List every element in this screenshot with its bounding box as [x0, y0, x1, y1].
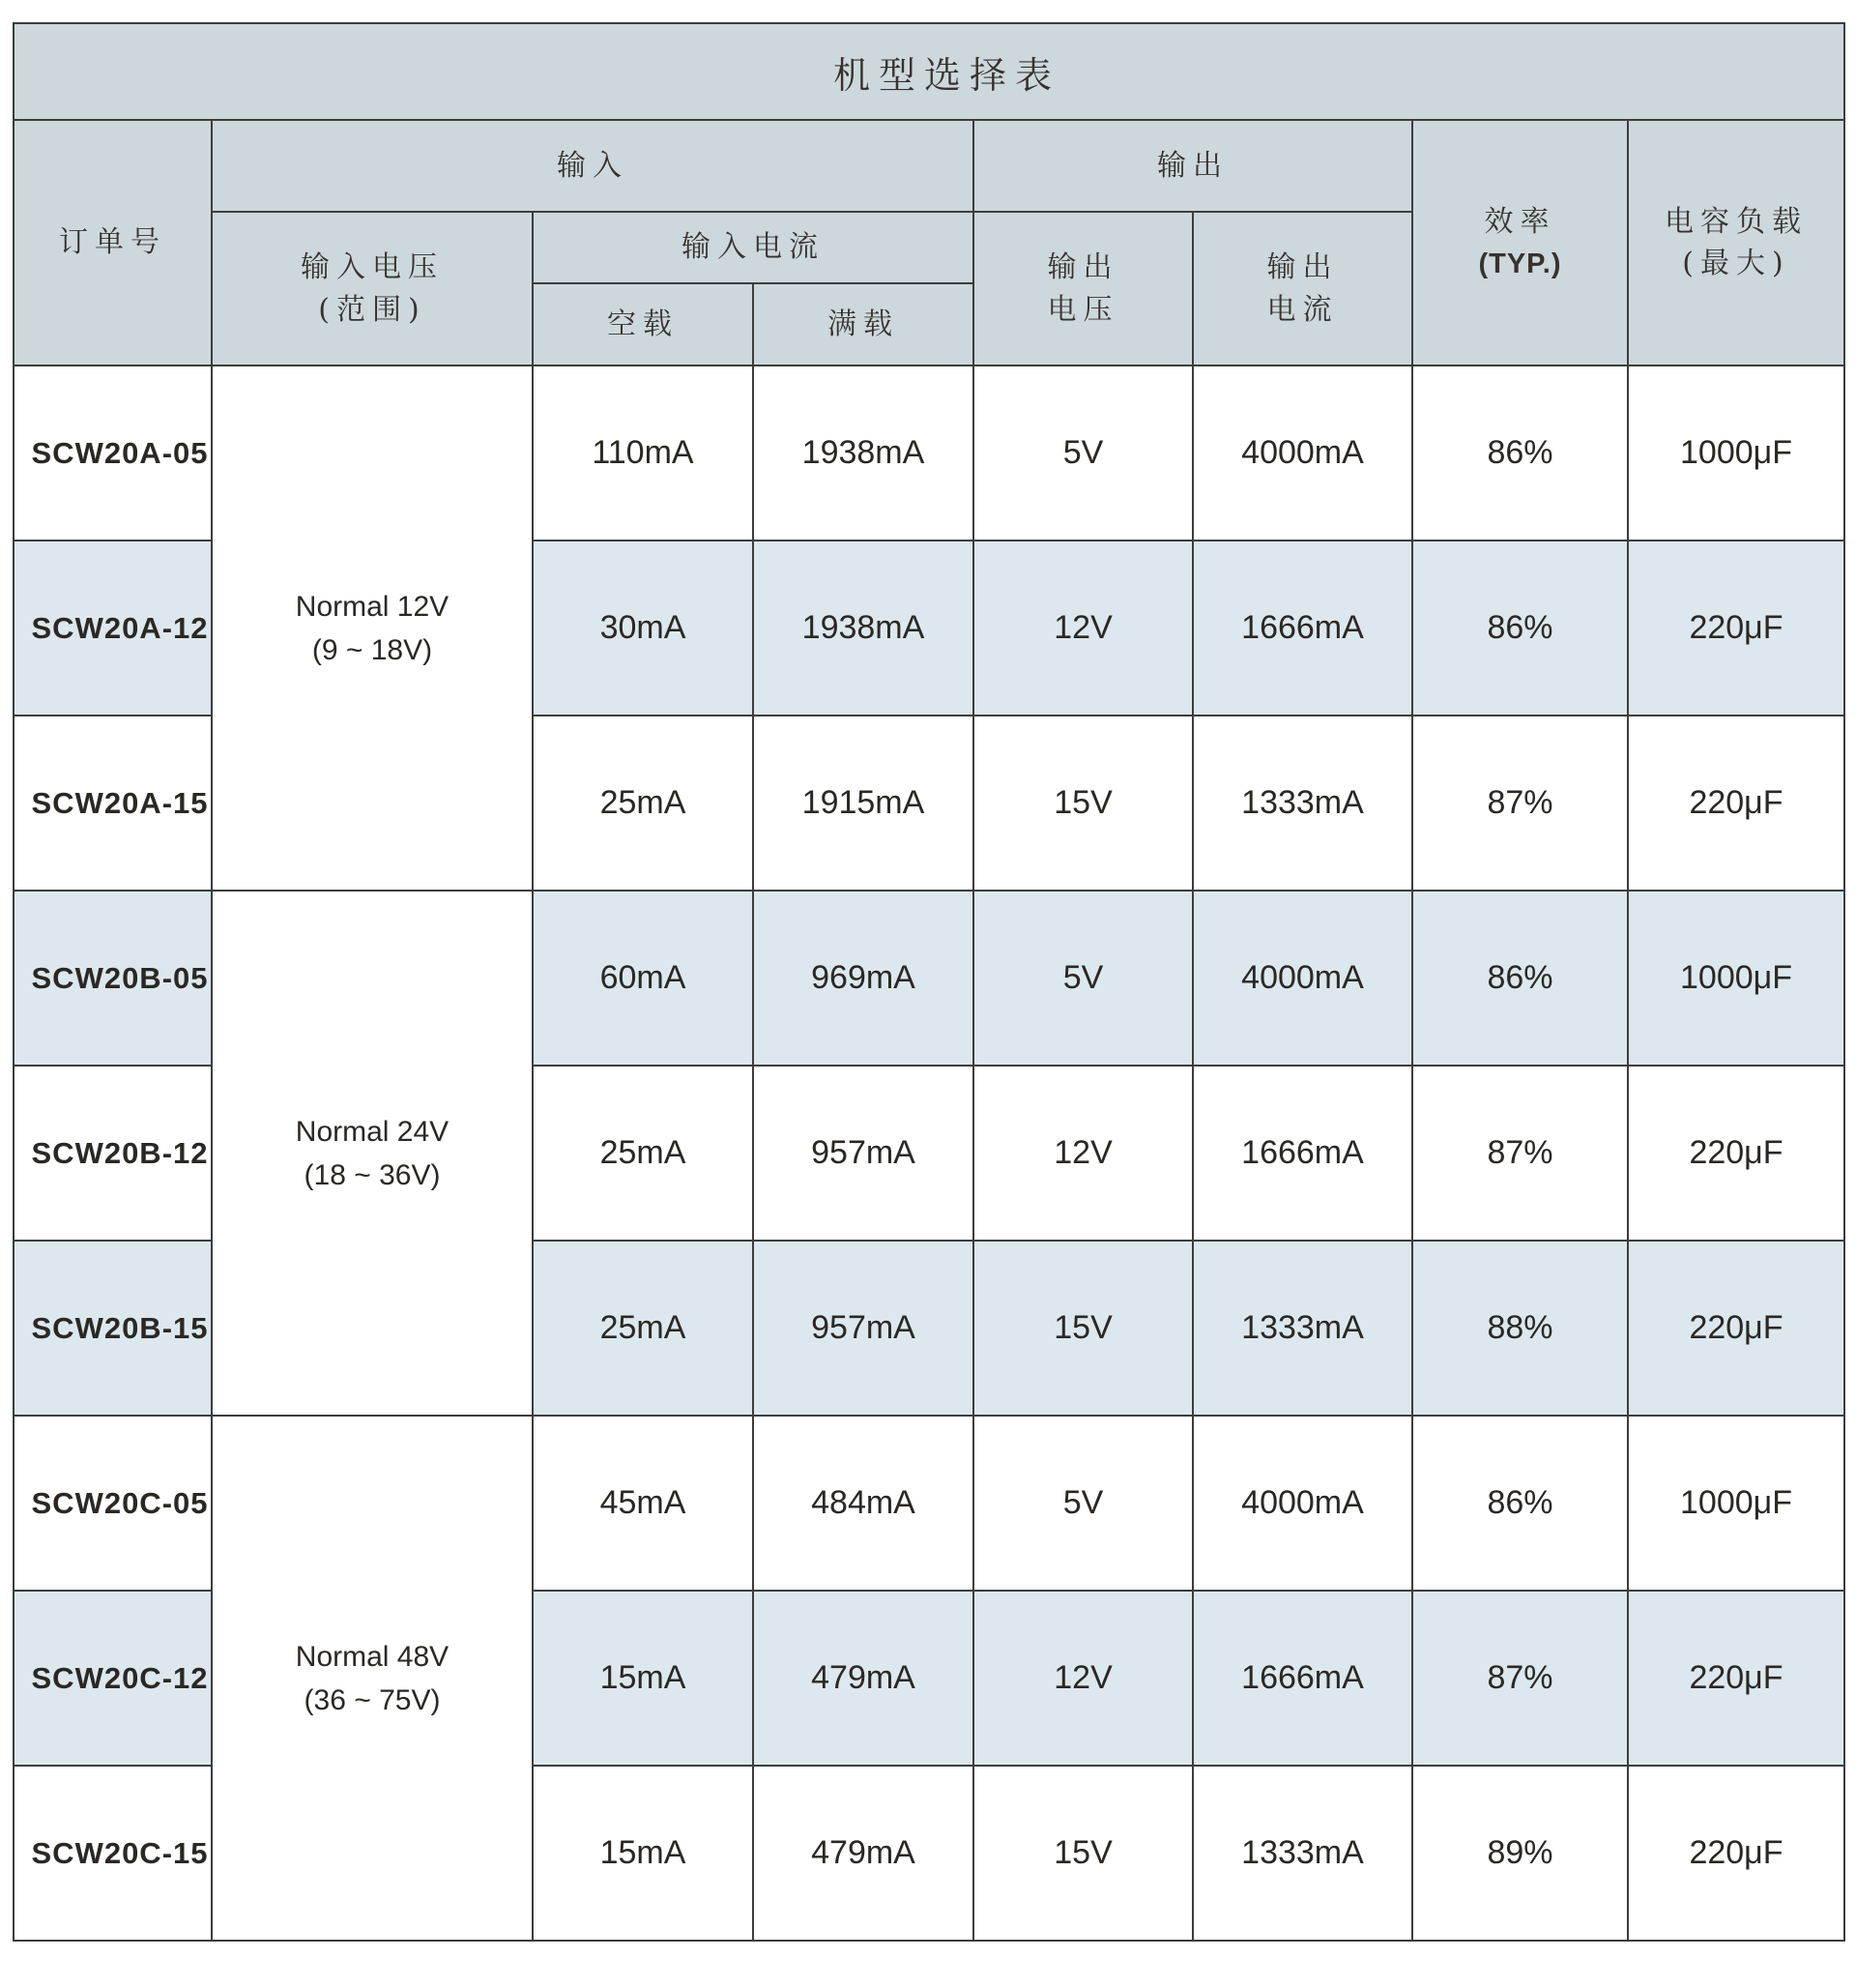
full-load-cell: 484mA — [753, 1416, 973, 1591]
header-input-voltage-label: 输入电压 — [301, 250, 444, 284]
no-load-cell: 60mA — [533, 891, 753, 1066]
efficiency-cell: 87% — [1412, 1591, 1628, 1766]
full-load-cell: 969mA — [753, 891, 973, 1066]
full-load-cell: 479mA — [753, 1591, 973, 1766]
cap-load-cell: 220μF — [1628, 1591, 1844, 1766]
cap-load-cell: 220μF — [1628, 716, 1844, 891]
header-input-current: 输入电流 — [533, 212, 973, 283]
header-no-load: 空载 — [533, 283, 753, 365]
group-voltage-range: (9 ~ 18V) — [311, 633, 433, 666]
header-full-load: 满载 — [753, 283, 973, 365]
header-output-current-l1: 输出 — [1266, 250, 1339, 284]
full-load-cell: 479mA — [753, 1766, 973, 1941]
model-cell: SCW20A-05 — [14, 365, 212, 541]
output-voltage-cell: 5V — [973, 1416, 1193, 1591]
full-load-cell: 957mA — [753, 1241, 973, 1416]
header-efficiency-typ: (TYP.) — [1478, 248, 1562, 279]
header-cap-load-label: 电容负载 — [1665, 204, 1808, 239]
model-cell: SCW20C-15 — [14, 1766, 212, 1941]
efficiency-cell: 86% — [1412, 365, 1628, 541]
group-voltage-nominal: Normal 12V — [295, 590, 450, 623]
output-current-cell: 4000mA — [1193, 1416, 1412, 1591]
output-current-cell: 1333mA — [1193, 716, 1412, 891]
header-output-voltage-l2: 电压 — [1047, 292, 1119, 327]
input-voltage-group-cell — [212, 365, 533, 891]
model-cell: SCW20C-12 — [14, 1591, 212, 1766]
cap-load-cell: 1000μF — [1628, 891, 1844, 1066]
no-load-cell: 25mA — [533, 1241, 753, 1416]
table-row — [14, 1416, 1844, 1591]
group-voltage-range: (36 ~ 75V) — [304, 1683, 441, 1716]
model-cell: SCW20B-05 — [14, 891, 212, 1066]
output-voltage-cell: 15V — [973, 1766, 1193, 1941]
cap-load-cell: 220μF — [1628, 1766, 1844, 1941]
model-cell: SCW20C-05 — [14, 1416, 212, 1591]
cap-load-cell: 1000μF — [1628, 365, 1844, 541]
group-voltage-nominal: Normal 48V — [295, 1640, 450, 1673]
input-voltage-group-cell — [212, 891, 533, 1416]
output-voltage-cell: 15V — [973, 716, 1193, 891]
group-voltage-range: (18 ~ 36V) — [304, 1158, 441, 1191]
output-current-cell: 1333mA — [1193, 1241, 1412, 1416]
output-voltage-cell: 12V — [973, 1591, 1193, 1766]
header-output: 输出 — [973, 120, 1412, 212]
header-output-current-l2: 电流 — [1266, 292, 1339, 327]
efficiency-cell: 87% — [1412, 716, 1628, 891]
header-input-voltage-range: (范围) — [318, 292, 426, 327]
output-current-cell: 4000mA — [1193, 891, 1412, 1066]
output-voltage-cell: 12V — [973, 1066, 1193, 1241]
output-voltage-cell: 5V — [973, 891, 1193, 1066]
table-row — [14, 365, 1844, 541]
efficiency-cell: 86% — [1412, 891, 1628, 1066]
model-selection-table — [13, 22, 1845, 1942]
no-load-cell: 15mA — [533, 1591, 753, 1766]
header-output-voltage — [973, 212, 1193, 365]
efficiency-cell: 86% — [1412, 1416, 1628, 1591]
model-cell: SCW20A-12 — [14, 541, 212, 716]
no-load-cell: 25mA — [533, 716, 753, 891]
output-voltage-cell: 15V — [973, 1241, 1193, 1416]
cap-load-cell: 220μF — [1628, 541, 1844, 716]
input-voltage-group-cell — [212, 1416, 533, 1941]
full-load-cell: 1938mA — [753, 541, 973, 716]
efficiency-cell: 86% — [1412, 541, 1628, 716]
no-load-cell: 15mA — [533, 1766, 753, 1941]
no-load-cell: 110mA — [533, 365, 753, 541]
output-current-cell: 1333mA — [1193, 1766, 1412, 1941]
no-load-cell: 25mA — [533, 1066, 753, 1241]
header-output-current — [1193, 212, 1412, 365]
table-title-row — [14, 23, 1844, 120]
efficiency-cell: 87% — [1412, 1066, 1628, 1241]
model-cell: SCW20B-15 — [14, 1241, 212, 1416]
full-load-cell: 957mA — [753, 1066, 973, 1241]
model-cell: SCW20B-12 — [14, 1066, 212, 1241]
group-voltage-nominal: Normal 24V — [295, 1115, 450, 1148]
header-input: 输入 — [212, 120, 973, 212]
output-current-cell: 1666mA — [1193, 1591, 1412, 1766]
cap-load-cell: 220μF — [1628, 1241, 1844, 1416]
table-title: 机型选择表 — [14, 23, 1844, 120]
header-input-voltage — [212, 212, 533, 365]
header-output-voltage-l1: 输出 — [1047, 250, 1119, 284]
output-current-cell: 1666mA — [1193, 541, 1412, 716]
header-cap-load-max: (最大) — [1682, 247, 1790, 280]
header-order-no: 订单号 — [14, 120, 212, 365]
efficiency-cell: 88% — [1412, 1241, 1628, 1416]
output-current-cell: 1666mA — [1193, 1066, 1412, 1241]
table-row — [14, 891, 1844, 1066]
cap-load-cell: 220μF — [1628, 1066, 1844, 1241]
output-voltage-cell: 12V — [973, 541, 1193, 716]
full-load-cell: 1938mA — [753, 365, 973, 541]
header-row-1 — [14, 120, 1844, 212]
full-load-cell: 1915mA — [753, 716, 973, 891]
output-voltage-cell: 5V — [973, 365, 1193, 541]
header-efficiency-label: 效率 — [1484, 205, 1556, 240]
no-load-cell: 30mA — [533, 541, 753, 716]
no-load-cell: 45mA — [533, 1416, 753, 1591]
efficiency-cell: 89% — [1412, 1766, 1628, 1941]
header-efficiency — [1412, 120, 1628, 365]
model-cell: SCW20A-15 — [14, 716, 212, 891]
output-current-cell: 4000mA — [1193, 365, 1412, 541]
cap-load-cell: 1000μF — [1628, 1416, 1844, 1591]
header-cap-load — [1628, 120, 1844, 365]
